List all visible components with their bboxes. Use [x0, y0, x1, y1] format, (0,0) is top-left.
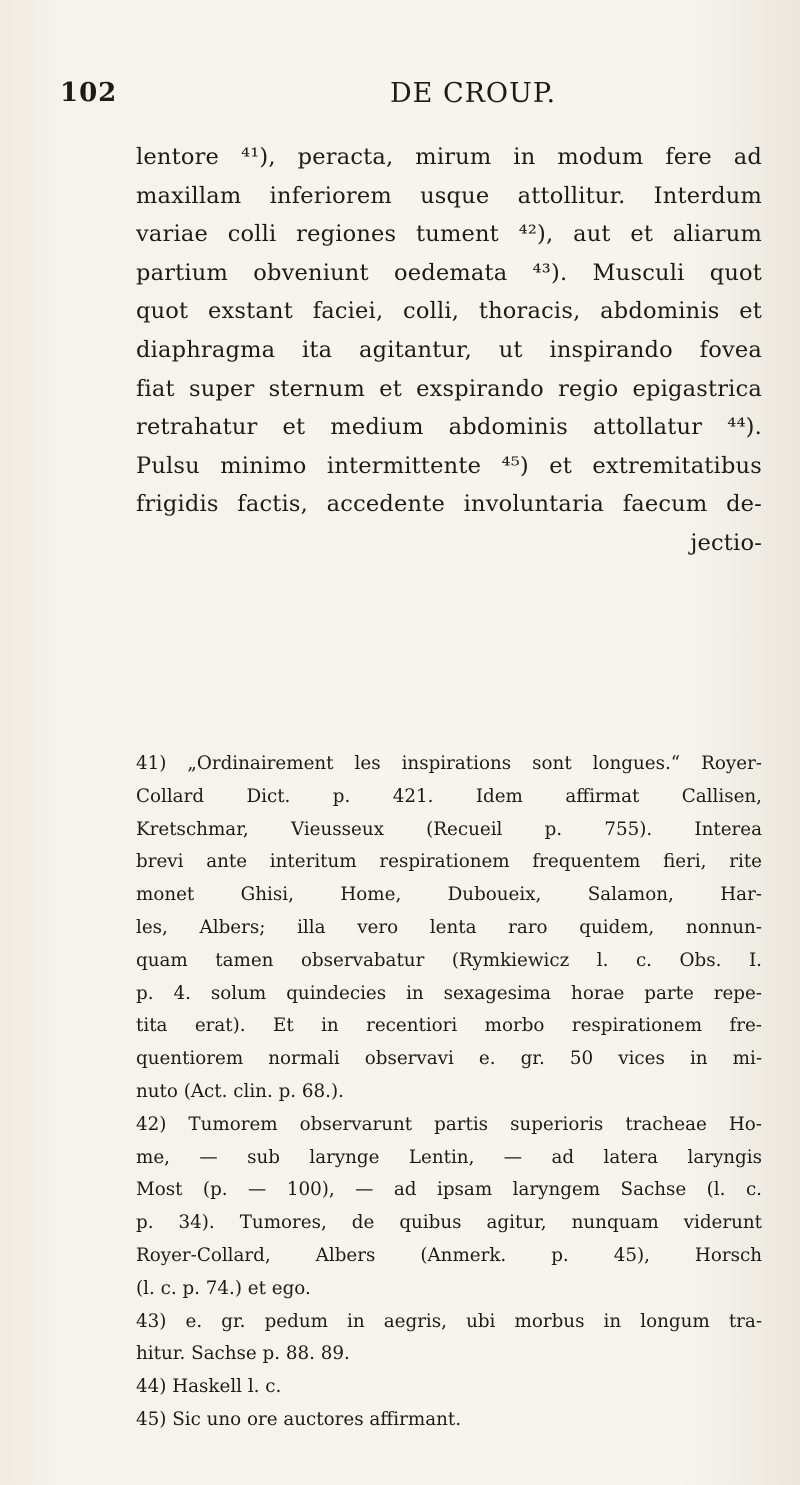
footnote-line: 44) Haskell l. c.: [136, 1376, 282, 1398]
body-line: variae colli regiones tument ⁴²), aut et aliarum: [136, 221, 762, 248]
footnote-line: Collard Dict. p. 421. Idem affirmat Callisen,: [136, 785, 762, 807]
footnote-line: p. 4. solum quindecies in sexagesima horae parte repe-: [136, 982, 762, 1004]
body-line: lentore ⁴¹), peracta, mirum in modum fere ad: [136, 144, 762, 170]
footnote-line: 42) Tumorem observarunt partis superioris tracheae Ho-: [136, 1113, 762, 1135]
body-line: diaphragma ita agitantur, ut inspirando fovea: [136, 336, 762, 363]
footnote-line: hitur. Sachse p. 88. 89.: [136, 1343, 350, 1365]
footnote-line: brevi ante interitum respirationem frequentem fieri, rite: [136, 851, 762, 873]
footnotes: [136, 748, 762, 1437]
footnote-line: les, Albers; illa vero lenta raro quidem, nonnun-: [136, 916, 762, 938]
footnote-line: quam tamen observabatur (Rymkiewicz l. c. Obs. I.: [136, 949, 762, 971]
running-title: DE CROUP.: [390, 78, 557, 109]
catchword: jectio-: [690, 529, 762, 556]
footnote-line: 45) Sic uno ore auctores affirmant.: [136, 1408, 462, 1430]
footnote-line: me, — sub larynge Lentin, — ad latera laryngis: [136, 1146, 762, 1168]
footnote-line: Kretschmar, Vieusseux (Recueil p. 755). Interea: [136, 818, 762, 840]
footnote-line: Royer-Collard, Albers (Anmerk. p. 45), Horsch: [136, 1244, 762, 1266]
body-line: retrahatur et medium abdominis attollatur ⁴⁴).: [136, 414, 762, 441]
footnote-line: Most (p. — 100), — ad ipsam laryngem Sachse (l. c.: [136, 1179, 762, 1201]
body-line: maxillam inferiorem usque attollitur. Interdum: [136, 182, 762, 209]
running-head: [60, 78, 760, 118]
body-line: fiat super sternum et exspirando regio epigastrica: [136, 375, 762, 402]
main-text: [136, 138, 762, 563]
footnote-line: nuto (Act. clin. p. 68.).: [136, 1080, 344, 1102]
footnote-line: quentiorem normali observavi e. gr. 50 vices in mi-: [136, 1048, 762, 1070]
footnote-line: 43) e. gr. pedum in aegris, ubi morbus in longum tra-: [136, 1310, 762, 1332]
body-line: quot exstant faciei, colli, thoracis, abdominis et: [136, 298, 762, 325]
page-number: 102: [60, 78, 118, 108]
body-line: Pulsu minimo intermittente ⁴⁵) et extremitatibus: [136, 452, 762, 479]
footnote-line: (l. c. p. 74.) et ego.: [136, 1277, 311, 1299]
body-line: frigidis factis, accedente involuntaria faecum de-: [136, 491, 762, 518]
footnote-line: 41) „Ordinairement les inspirations sont longues.“ Royer-: [136, 753, 762, 774]
footnote-line: tita erat). Et in recentiori morbo respirationem fre-: [136, 1015, 762, 1037]
footnote-line: monet Ghisi, Home, Duboueix, Salamon, Har-: [136, 884, 762, 906]
body-line: partium obveniunt oedemata ⁴³). Musculi quot: [136, 259, 762, 286]
footnote-line: p. 34). Tumores, de quibus agitur, nunquam viderunt: [136, 1212, 762, 1234]
